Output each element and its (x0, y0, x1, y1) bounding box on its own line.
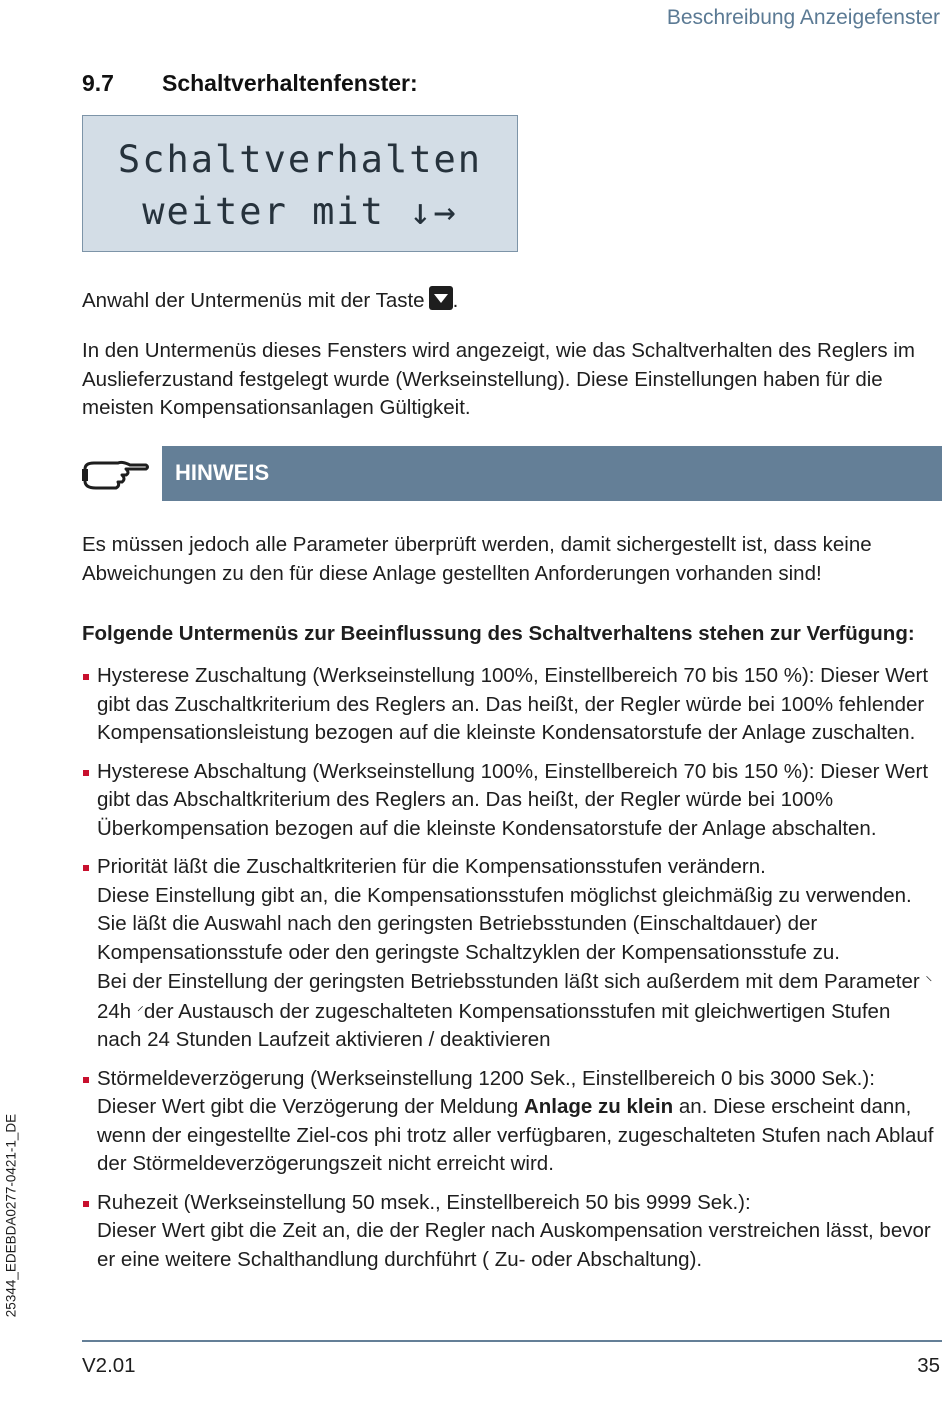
list-item (82, 1189, 937, 1275)
cont-text: Bei der Einstellung der geringsten Betriebsstunden läßt sich außerdem mit dem Parameter (97, 970, 920, 993)
list-item (82, 758, 937, 844)
list-item-text: Störmeldeverzögerung (Werkseinstellung 1200 Sek., Einstellbereich 0 bis 3000 Sek.): (97, 1066, 875, 1090)
list-item (82, 853, 937, 1055)
down-key-icon (429, 286, 453, 310)
section-heading (82, 70, 418, 97)
footer-version: V2.01 (82, 1354, 136, 1377)
section-title: Schaltverhaltenfenster: (162, 70, 418, 96)
list-item-text: Ruhezeit (Werkseinstellung 50 msek., Einstellbereich 50 bis 9999 Sek.): (97, 1190, 751, 1214)
list-item-text: Hysterese Abschaltung (Werkseinstellung 100%, Einstellbereich 70 bis 150 %): Dieser Wert gibt das Abschaltkriterium des Reglers an. Das heißt, der Regler würde bei 100% Überkompensation bezogen auf die kleinste Kondensatorstufe der Anlage abschalten. (97, 759, 929, 840)
hint-text: Es müssen jedoch alle Parameter überprüft werden, damit sichergestellt ist, dass keine Abweichungen zu den für diese Anlage gestellten Anforderungen vorhanden sind! (82, 533, 872, 585)
list-item-continuation (97, 1093, 937, 1179)
submenu-list (82, 662, 937, 1284)
selection-instruction (82, 286, 932, 316)
selection-text: Anwahl der Untermenüs mit der Taste (82, 289, 425, 312)
hint-banner: HINWEIS (162, 446, 942, 501)
list-item-continuation (97, 967, 937, 1055)
message-name: Anlage zu klein (523, 1095, 674, 1118)
list-item (82, 1065, 937, 1179)
document-code: 25344_EDEBDA0277-0421-1_DE (3, 1113, 19, 1318)
submenus-heading: Folgende Untermenüs zur Beeinflussung des Schaltverhaltens stehen zur Verfügung: (82, 622, 915, 645)
list-item-continuation: Diese Einstellung gibt an, die Kompensationsstufen möglichst gleichmäßig zu verwenden. Sie läßt die Auswahl nach den geringsten Betriebsstunden (Einschaltdauer) der Kompensationsstufe oder den geringste Schaltzyklen der Kompensationsstufe zu. (97, 883, 912, 964)
page-number: 35 (917, 1354, 940, 1377)
intro-description: In den Untermenüs dieses Fensters wird angezeigt, wie das Schaltverhalten des Reglers im Auslieferzustand festgelegt wurde (Werkseinstellung). Diese Einstellungen haben für die meisten Kompensationsanlagen Gültigkeit. (82, 339, 915, 419)
list-item-text: Priorität läßt die Zuschaltkriterien für die Kompensationsstufen verändern. (97, 855, 766, 878)
cont-text: an. Diese erscheint dann, wenn der eingestellte Ziel-cos phi trotz aller verfügbaren, zugeschalteten Stufen nach Ablauf der Störmeldeverzögerungszeit nicht erreicht wird. (97, 1095, 934, 1175)
arrow-left-small-icon: ⸌ (925, 973, 933, 989)
lcd-line-2: weiter mit ↓→ (142, 190, 458, 233)
list-item-text: Hysterese Zuschaltung (Werkseinstellung 100%, Einstellbereich 70 bis 150 %): Dieser Wert gibt das Zuschaltkriterium des Reglers an. Das heißt, der Regler würde bei 100% fehlender Kompensationsleistung bezogen auf die kleinste Kondensatorstufe der Anlage zuschalten. (97, 664, 929, 744)
lcd-line-1: Schaltverhalten (117, 138, 483, 181)
selection-after: . (452, 289, 459, 312)
lcd-display (82, 115, 518, 252)
footer-divider (82, 1340, 942, 1342)
list-item-continuation: Dieser Wert gibt die Zeit an, die der Regler nach Auskompensation verstreichen lässt, bevor er eine weitere Schalthandlung durchführt ( Zu- oder Abschaltung). (97, 1219, 931, 1271)
cont-text: der Austausch der zugeschalteten Kompensationsstufen mit gleichwertigen Stufen nach 24 Stunden Laufzeit aktivieren / deaktivieren (97, 999, 891, 1051)
cont-text: Dieser Wert gibt die Verzögerung der Meldung (97, 1095, 519, 1118)
param-label: 24h (97, 999, 132, 1023)
section-number: 9.7 (82, 70, 114, 96)
running-header: Beschreibung Anzeigefenster (666, 6, 940, 29)
pointing-hand-icon (82, 455, 150, 495)
list-item (82, 662, 937, 748)
arrow-right-small-icon: ⸍ (136, 1002, 144, 1019)
